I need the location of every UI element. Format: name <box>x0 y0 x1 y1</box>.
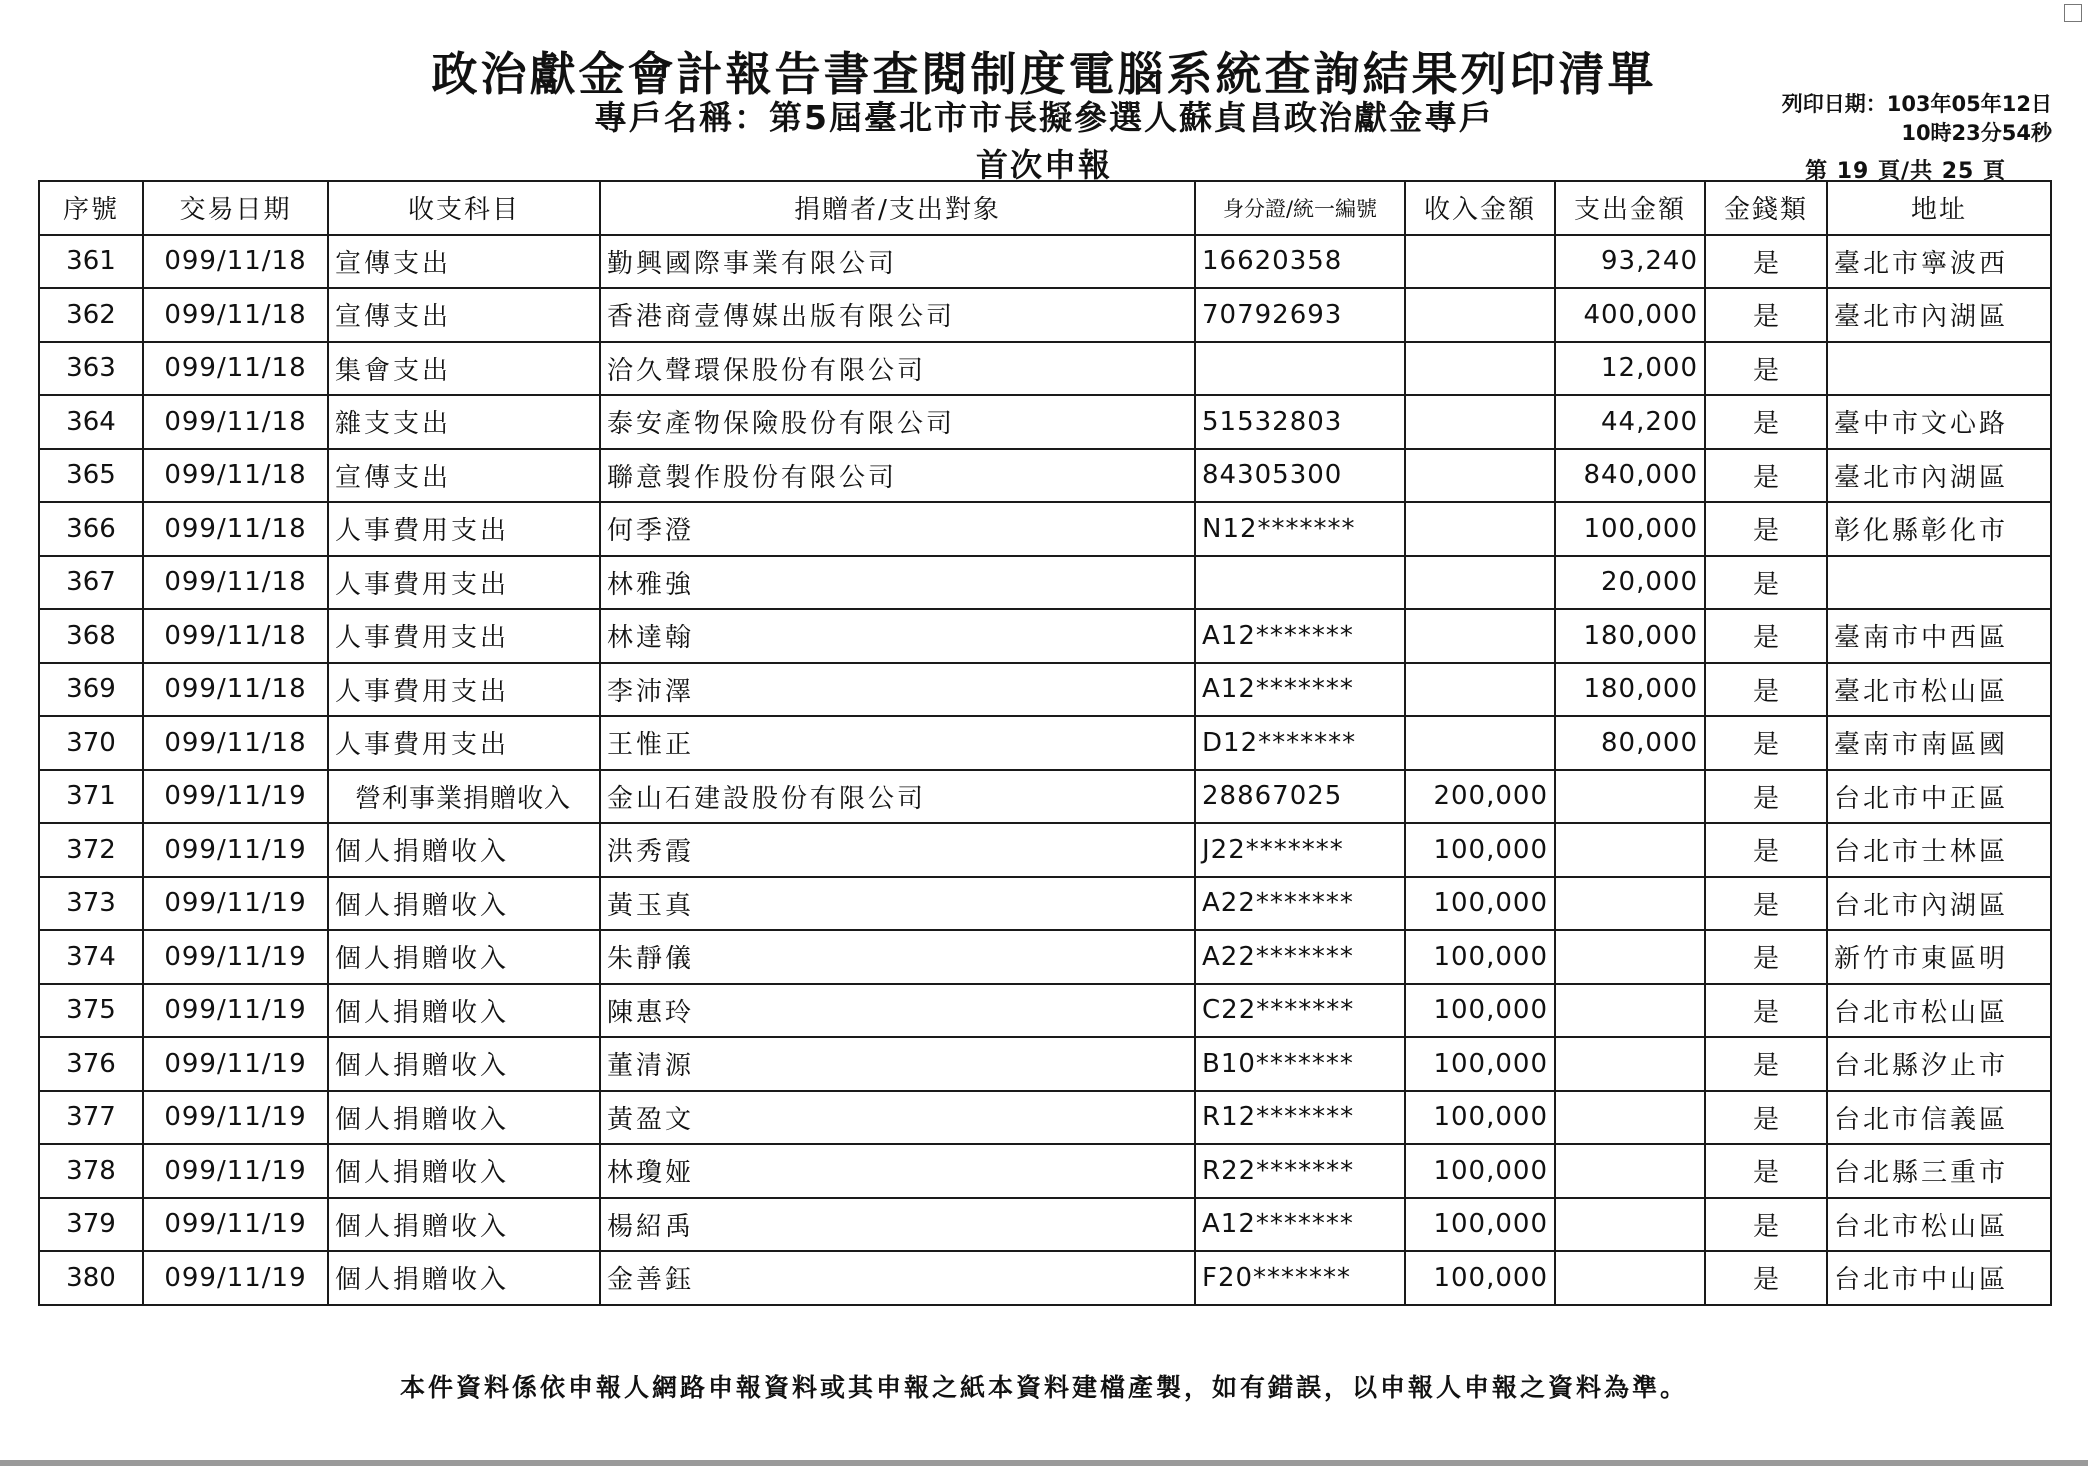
cell-income <box>1405 235 1555 289</box>
cell-category: 雜支支出 <box>328 395 600 449</box>
cell-category: 個人捐贈收入 <box>328 1144 600 1198</box>
cell-monetary: 是 <box>1705 395 1827 449</box>
cell-id: J22******* <box>1195 823 1405 877</box>
cell-address: 臺中市文心路 <box>1827 395 2051 449</box>
cell-address: 台北縣三重市 <box>1827 1144 2051 1198</box>
cell-category: 個人捐贈收入 <box>328 930 600 984</box>
cell-income: 100,000 <box>1405 1198 1555 1252</box>
cell-date: 099/11/19 <box>143 1037 328 1091</box>
cell-category: 人事費用支出 <box>328 556 600 610</box>
cell-seq: 374 <box>39 930 143 984</box>
cell-expense <box>1555 770 1705 824</box>
table-row <box>39 502 2051 556</box>
cell-monetary: 是 <box>1705 342 1827 396</box>
cell-expense: 180,000 <box>1555 609 1705 663</box>
cell-seq: 366 <box>39 502 143 556</box>
cell-id: 70792693 <box>1195 288 1405 342</box>
cell-party: 黃玉真 <box>600 877 1195 931</box>
cell-party: 林達翰 <box>600 609 1195 663</box>
cell-expense: 180,000 <box>1555 663 1705 717</box>
cell-seq: 363 <box>39 342 143 396</box>
cell-income <box>1405 342 1555 396</box>
cell-party: 泰安產物保險股份有限公司 <box>600 395 1195 449</box>
cell-date: 099/11/18 <box>143 288 328 342</box>
cell-date: 099/11/18 <box>143 395 328 449</box>
cell-address: 彰化縣彰化市 <box>1827 502 2051 556</box>
cell-income <box>1405 449 1555 503</box>
cell-id: N12******* <box>1195 502 1405 556</box>
cell-id: 84305300 <box>1195 449 1405 503</box>
cell-date: 099/11/19 <box>143 770 328 824</box>
cell-expense <box>1555 1091 1705 1145</box>
footer-note: 本件資料係依申報人網路申報資料或其申報之紙本資料建檔產製，如有錯誤，以申報人申報之資料為準。 <box>399 1373 1688 1402</box>
cell-date: 099/11/19 <box>143 1251 328 1305</box>
cell-seq: 376 <box>39 1037 143 1091</box>
cell-seq: 368 <box>39 609 143 663</box>
table-row <box>39 235 2051 289</box>
account-name: 第5屆臺北市市長擬參選人蘇貞昌政治獻金專戶 <box>769 98 1494 137</box>
cell-seq: 380 <box>39 1251 143 1305</box>
cell-party: 洽久聲環保股份有限公司 <box>600 342 1195 396</box>
cell-party: 勤興國際事業有限公司 <box>600 235 1195 289</box>
cell-date: 099/11/19 <box>143 1144 328 1198</box>
cell-date: 099/11/19 <box>143 1091 328 1145</box>
cell-expense <box>1555 984 1705 1038</box>
table-row <box>39 1198 2051 1252</box>
cell-address: 臺北市內湖區 <box>1827 449 2051 503</box>
print-date-label: 列印日期： <box>1781 92 1887 116</box>
cell-party: 金山石建設股份有限公司 <box>600 770 1195 824</box>
cell-category: 宣傳支出 <box>328 235 600 289</box>
corner-registration-mark <box>2064 4 2082 22</box>
cell-category: 個人捐贈收入 <box>328 1198 600 1252</box>
cell-seq: 372 <box>39 823 143 877</box>
cell-monetary: 是 <box>1705 877 1827 931</box>
cell-expense: 20,000 <box>1555 556 1705 610</box>
cell-date: 099/11/18 <box>143 502 328 556</box>
cell-id: A22******* <box>1195 930 1405 984</box>
cell-income: 100,000 <box>1405 1144 1555 1198</box>
cell-party: 林雅強 <box>600 556 1195 610</box>
cell-date: 099/11/18 <box>143 663 328 717</box>
cell-income: 100,000 <box>1405 1091 1555 1145</box>
cell-seq: 362 <box>39 288 143 342</box>
cell-address: 台北市士林區 <box>1827 823 2051 877</box>
table-row <box>39 1091 2051 1145</box>
cell-seq: 369 <box>39 663 143 717</box>
cell-address: 臺南市南區國 <box>1827 716 2051 770</box>
cell-id: R22******* <box>1195 1144 1405 1198</box>
cell-expense: 840,000 <box>1555 449 1705 503</box>
cell-seq: 377 <box>39 1091 143 1145</box>
cell-expense <box>1555 877 1705 931</box>
cell-monetary: 是 <box>1705 449 1827 503</box>
cell-date: 099/11/18 <box>143 556 328 610</box>
cell-date: 099/11/18 <box>143 235 328 289</box>
cell-date: 099/11/18 <box>143 449 328 503</box>
cell-id: B10******* <box>1195 1037 1405 1091</box>
col-header-id: 身分證/統一編號 <box>1195 181 1405 235</box>
col-header-date: 交易日期 <box>143 181 328 235</box>
cell-category: 人事費用支出 <box>328 716 600 770</box>
table-row <box>39 930 2051 984</box>
cell-id: F20******* <box>1195 1251 1405 1305</box>
cell-monetary: 是 <box>1705 1251 1827 1305</box>
cell-id: A12******* <box>1195 663 1405 717</box>
print-time: 10時23分54秒 <box>1901 121 2052 145</box>
cell-income: 100,000 <box>1405 930 1555 984</box>
table-row <box>39 556 2051 610</box>
cell-income <box>1405 502 1555 556</box>
page-number: 第 19 頁/共 25 頁 <box>1805 159 2006 184</box>
table-row <box>39 1037 2051 1091</box>
cell-monetary: 是 <box>1705 716 1827 770</box>
cell-monetary: 是 <box>1705 1198 1827 1252</box>
cell-income: 100,000 <box>1405 1037 1555 1091</box>
col-header-income: 收入金額 <box>1405 181 1555 235</box>
cell-category: 人事費用支出 <box>328 663 600 717</box>
col-header-seq: 序號 <box>39 181 143 235</box>
cell-id: A12******* <box>1195 609 1405 663</box>
cell-income: 100,000 <box>1405 984 1555 1038</box>
cell-category: 營利事業捐贈收入 <box>328 770 600 824</box>
cell-monetary: 是 <box>1705 609 1827 663</box>
table-row <box>39 449 2051 503</box>
table-row <box>39 877 2051 931</box>
table-row <box>39 984 2051 1038</box>
cell-category: 宣傳支出 <box>328 449 600 503</box>
cell-monetary: 是 <box>1705 823 1827 877</box>
account-label: 專戶名稱： <box>594 98 770 137</box>
cell-seq: 370 <box>39 716 143 770</box>
cell-expense <box>1555 1144 1705 1198</box>
table-row <box>39 770 2051 824</box>
table-row <box>39 823 2051 877</box>
cell-income: 200,000 <box>1405 770 1555 824</box>
cell-party: 洪秀霞 <box>600 823 1195 877</box>
document-title: 政治獻金會計報告書查閱制度電腦系統查詢結果列印清單 <box>431 47 1657 101</box>
cell-expense <box>1555 930 1705 984</box>
cell-address: 台北市信義區 <box>1827 1091 2051 1145</box>
cell-address: 臺北市寧波西 <box>1827 235 2051 289</box>
table-body <box>39 235 2051 1305</box>
cell-category: 個人捐贈收入 <box>328 984 600 1038</box>
cell-income <box>1405 609 1555 663</box>
cell-seq: 379 <box>39 1198 143 1252</box>
cell-date: 099/11/19 <box>143 1198 328 1252</box>
cell-income <box>1405 556 1555 610</box>
cell-date: 099/11/19 <box>143 930 328 984</box>
cell-id <box>1195 556 1405 610</box>
cell-expense: 12,000 <box>1555 342 1705 396</box>
cell-seq: 371 <box>39 770 143 824</box>
cell-party: 楊紹禹 <box>600 1198 1195 1252</box>
col-header-monetary: 金錢類 <box>1705 181 1827 235</box>
cell-income <box>1405 288 1555 342</box>
cell-id: A22******* <box>1195 877 1405 931</box>
ledger-table <box>38 180 2052 1306</box>
cell-seq: 367 <box>39 556 143 610</box>
cell-monetary: 是 <box>1705 1037 1827 1091</box>
table-row <box>39 288 2051 342</box>
cell-party: 朱靜儀 <box>600 930 1195 984</box>
cell-expense <box>1555 1251 1705 1305</box>
cell-monetary: 是 <box>1705 770 1827 824</box>
cell-monetary: 是 <box>1705 502 1827 556</box>
cell-date: 099/11/19 <box>143 823 328 877</box>
cell-party: 董清源 <box>600 1037 1195 1091</box>
cell-expense <box>1555 1198 1705 1252</box>
cell-address <box>1827 342 2051 396</box>
cell-monetary: 是 <box>1705 288 1827 342</box>
scan-bottom-edge <box>0 1460 2088 1466</box>
col-header-party: 捐贈者/支出對象 <box>600 181 1195 235</box>
cell-income: 100,000 <box>1405 1251 1555 1305</box>
cell-monetary: 是 <box>1705 930 1827 984</box>
cell-category: 個人捐贈收入 <box>328 823 600 877</box>
table-row <box>39 395 2051 449</box>
cell-party: 王惟正 <box>600 716 1195 770</box>
cell-seq: 361 <box>39 235 143 289</box>
cell-address: 台北市中正區 <box>1827 770 2051 824</box>
cell-monetary: 是 <box>1705 1091 1827 1145</box>
cell-party: 黃盈文 <box>600 1091 1195 1145</box>
cell-address: 臺南市中西區 <box>1827 609 2051 663</box>
account-name-line <box>0 92 2088 139</box>
cell-date: 099/11/18 <box>143 716 328 770</box>
cell-party: 林瓊娅 <box>600 1144 1195 1198</box>
cell-id: 28867025 <box>1195 770 1405 824</box>
cell-seq: 365 <box>39 449 143 503</box>
cell-monetary: 是 <box>1705 1144 1827 1198</box>
cell-id: D12******* <box>1195 716 1405 770</box>
cell-category: 個人捐贈收入 <box>328 1091 600 1145</box>
cell-category: 個人捐贈收入 <box>328 877 600 931</box>
print-date: 103年05年12日 <box>1886 92 2052 116</box>
cell-income: 100,000 <box>1405 823 1555 877</box>
cell-party: 聯意製作股份有限公司 <box>600 449 1195 503</box>
cell-seq: 378 <box>39 1144 143 1198</box>
cell-party: 金善鈺 <box>600 1251 1195 1305</box>
col-header-expense: 支出金額 <box>1555 181 1705 235</box>
table-row <box>39 609 2051 663</box>
cell-date: 099/11/18 <box>143 609 328 663</box>
cell-date: 099/11/18 <box>143 342 328 396</box>
cell-monetary: 是 <box>1705 663 1827 717</box>
cell-address: 臺北市松山區 <box>1827 663 2051 717</box>
cell-expense <box>1555 1037 1705 1091</box>
cell-monetary: 是 <box>1705 984 1827 1038</box>
table-header-row <box>39 181 2051 235</box>
cell-income <box>1405 716 1555 770</box>
cell-income <box>1405 395 1555 449</box>
cell-seq: 375 <box>39 984 143 1038</box>
cell-monetary: 是 <box>1705 235 1827 289</box>
cell-category: 人事費用支出 <box>328 502 600 556</box>
cell-id: A12******* <box>1195 1198 1405 1252</box>
print-date-line <box>1782 90 2052 119</box>
report-type: 首次申報 <box>975 146 1112 184</box>
cell-id: 51532803 <box>1195 395 1405 449</box>
cell-date: 099/11/19 <box>143 984 328 1038</box>
table-row <box>39 1251 2051 1305</box>
cell-expense: 100,000 <box>1555 502 1705 556</box>
cell-expense: 80,000 <box>1555 716 1705 770</box>
cell-seq: 373 <box>39 877 143 931</box>
col-header-category: 收支科目 <box>328 181 600 235</box>
cell-monetary: 是 <box>1705 556 1827 610</box>
table-row <box>39 663 2051 717</box>
cell-id: C22******* <box>1195 984 1405 1038</box>
cell-address: 台北市松山區 <box>1827 984 2051 1038</box>
cell-party: 陳惠玲 <box>600 984 1195 1038</box>
cell-income <box>1405 663 1555 717</box>
cell-expense: 44,200 <box>1555 395 1705 449</box>
cell-party: 李沛澤 <box>600 663 1195 717</box>
cell-date: 099/11/19 <box>143 877 328 931</box>
table-row <box>39 342 2051 396</box>
cell-id <box>1195 342 1405 396</box>
cell-category: 宣傳支出 <box>328 288 600 342</box>
cell-category: 人事費用支出 <box>328 609 600 663</box>
cell-address: 臺北市內湖區 <box>1827 288 2051 342</box>
table-row <box>39 1144 2051 1198</box>
cell-id: R12******* <box>1195 1091 1405 1145</box>
cell-address: 台北市松山區 <box>1827 1198 2051 1252</box>
cell-expense <box>1555 823 1705 877</box>
cell-expense: 400,000 <box>1555 288 1705 342</box>
col-header-address: 地址 <box>1827 181 2051 235</box>
cell-address: 台北縣汐止市 <box>1827 1037 2051 1091</box>
cell-address: 台北市內湖區 <box>1827 877 2051 931</box>
cell-expense: 93,240 <box>1555 235 1705 289</box>
cell-category: 個人捐贈收入 <box>328 1037 600 1091</box>
cell-id: 16620358 <box>1195 235 1405 289</box>
cell-category: 集會支出 <box>328 342 600 396</box>
cell-address: 台北市中山區 <box>1827 1251 2051 1305</box>
cell-party: 香港商壹傳媒出版有限公司 <box>600 288 1195 342</box>
cell-category: 個人捐贈收入 <box>328 1251 600 1305</box>
cell-income: 100,000 <box>1405 877 1555 931</box>
cell-address: 新竹市東區明 <box>1827 930 2051 984</box>
table-row <box>39 716 2051 770</box>
cell-address <box>1827 556 2051 610</box>
cell-party: 何季澄 <box>600 502 1195 556</box>
cell-seq: 364 <box>39 395 143 449</box>
